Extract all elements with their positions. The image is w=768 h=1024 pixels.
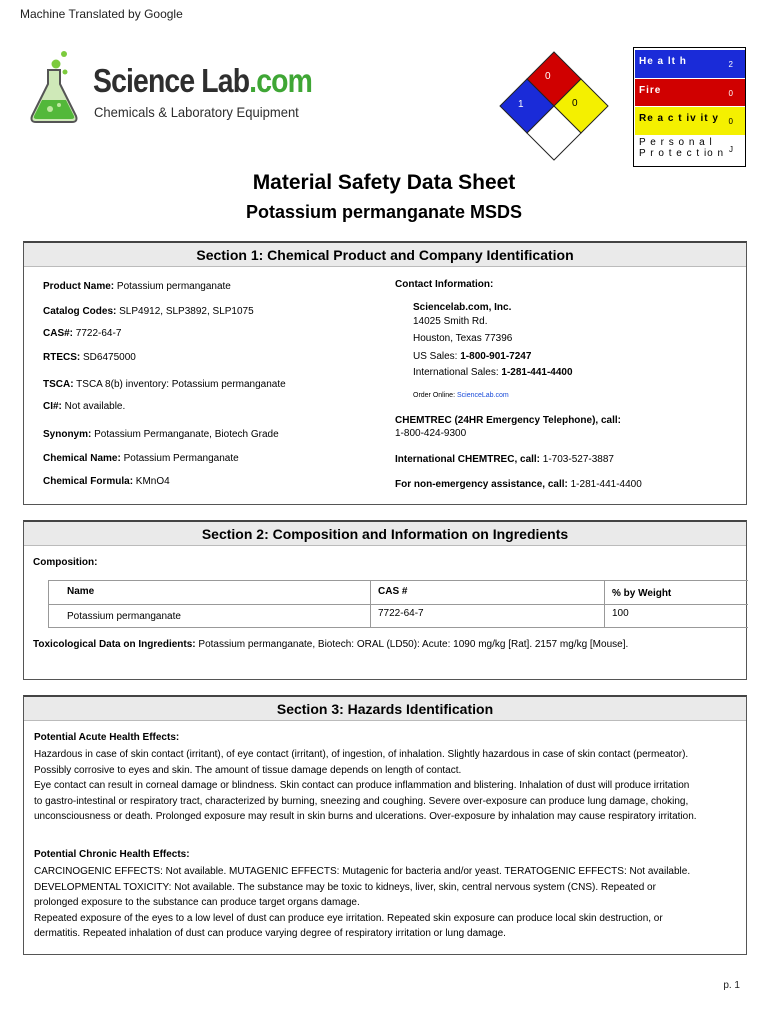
logo-tagline: Chemicals & Laboratory Equipment (94, 104, 299, 120)
rtecs-field (43, 352, 136, 363)
logo-brand-name (93, 62, 312, 100)
intl-chemtrec-phone: 1-703-527-3887 (540, 454, 614, 465)
international-sales-value: 1-281-441-4400 (501, 367, 573, 378)
tsca-value: TSCA 8(b) inventory: Potassium permanganate (73, 379, 286, 390)
synonym-value: Potassium Permanganate, Biotech Grade (91, 429, 279, 440)
hazard-reactivity-row (635, 107, 745, 135)
non-emergency-field (395, 479, 642, 490)
hazard-ppe-label-2: P r o t e c t io n (639, 148, 725, 159)
address-line-1: 14025 Smith Rd. (413, 316, 488, 327)
toxicological-data-label: Toxicological Data on Ingredients: (33, 639, 196, 650)
toxicological-data-value: Potassium permanganate, Biotech: ORAL (LD50): Acute: 1090 mg/kg [Rat]. 2157 mg/kg [Mouse]. (195, 639, 629, 650)
toxicological-data-field (33, 639, 628, 650)
composition-header-cas: CAS # (378, 586, 408, 597)
order-online-link[interactable]: ScienceLab.com (456, 392, 509, 399)
composition-table (48, 580, 748, 628)
chemical-name-field (43, 453, 239, 464)
hazard-rating-table (633, 47, 746, 167)
composition-label: Composition: (33, 557, 98, 568)
synonym-label: Synonym: (43, 429, 92, 440)
composition-cell-cas: 7722-64-7 (378, 608, 424, 619)
cas-label: CAS#: (43, 328, 74, 339)
intl-chemtrec-label: International CHEMTREC, call: (395, 454, 541, 465)
chronic-health-effects-text: CARCINOGENIC EFFECTS: Not available. MUTAGENIC EFFECTS: Mutagenic for bacteria and/or yeast. TERATOGENIC EFFECTS: Not available. DEVELOPMENTAL TOXICITY: Not available. The substance may be toxic to kidneys, liver, skin, central nervous system (CNS). Repeated or prolonged exposure to the substance can produce target organs damage. Repeated exposure of the eyes to a low level of dust can produce eye irritation. Repeated skin exposure can produce local skin destruction, or dermatitis. Repeated inhalation of dust can produce varying degree of respiratory irritation or lung damage. (34, 866, 691, 939)
non-emergency-phone: 1-281-441-4400 (567, 479, 642, 490)
hazard-ppe-value: J (729, 145, 733, 154)
us-sales-label: US Sales: (413, 351, 461, 362)
product-name-value: Potassium permanganate (114, 281, 231, 292)
tsca-field (43, 379, 286, 390)
composition-cell-weight: 100 (612, 608, 629, 619)
section-2-heading: Section 2: Composition and Information on Ingredients (24, 522, 746, 546)
ci-label: CI#: (43, 401, 62, 412)
ci-field (43, 401, 125, 412)
hazard-health-row (635, 50, 745, 78)
intl-chemtrec-field (395, 454, 614, 465)
chemical-name-value: Potassium Permanganate (120, 453, 239, 464)
international-sales-label: International Sales: (413, 367, 502, 378)
us-sales-field (413, 351, 531, 362)
chemical-formula-label: Chemical Formula: (43, 476, 134, 487)
document-title: Material Safety Data Sheet (252, 171, 516, 194)
chemical-formula-field (43, 476, 170, 487)
hazard-health-label: He a lt h (639, 56, 687, 67)
address-line-2: Houston, Texas 77396 (413, 333, 513, 344)
composition-header-name: Name (67, 586, 95, 597)
nfpa-reactivity-value: 0 (572, 98, 578, 109)
hazard-fire-value: 0 (728, 89, 733, 98)
rtecs-value: SD6475000 (80, 352, 136, 363)
tsca-label: TSCA: (43, 379, 74, 390)
cas-field (43, 328, 121, 339)
catalog-codes-value: SLP4912, SLP3892, SLP1075 (116, 306, 254, 317)
cas-value: 7722-64-7 (73, 328, 122, 339)
section-1 (23, 241, 747, 505)
page-number: p. 1 (723, 980, 740, 991)
chemical-formula-value: KMnO4 (133, 476, 170, 487)
hazard-health-value: 2 (728, 60, 733, 69)
hazard-reactivity-value: 0 (728, 117, 733, 126)
hazard-reactivity-label: Re a c t iv it y (639, 113, 719, 124)
order-online-label: Order Online: (413, 392, 457, 399)
chemtrec-label: CHEMTREC (24HR Emergency Telephone), call: (395, 415, 621, 426)
catalog-codes-label: Catalog Codes: (43, 306, 117, 317)
chemical-name-label: Chemical Name: (43, 453, 121, 464)
document-subtitle: Potassium permanganate MSDS (245, 202, 523, 222)
chemtrec-phone: 1-800-424-9300 (395, 428, 467, 439)
section-2 (23, 520, 747, 680)
rtecs-label: RTECS: (43, 352, 81, 363)
hazard-ppe-label-1: P e r s o n a l (639, 137, 713, 148)
machine-translated-note: Machine Translated by Google (20, 7, 183, 21)
acute-health-effects-label: Potential Acute Health Effects: (34, 732, 180, 743)
non-emergency-label: For non-emergency assistance, call: (395, 479, 568, 490)
hazard-fire-label: Fire (639, 85, 662, 96)
contact-information-label: Contact Information: (395, 279, 494, 290)
us-sales-value: 1-800-901-7247 (460, 351, 532, 362)
ci-value: Not available. (61, 401, 126, 412)
logo-brand-tld: .com (249, 62, 312, 99)
nfpa-diamond (499, 50, 609, 165)
catalog-codes-field (43, 306, 254, 317)
section-3-heading: Section 3: Hazards Identification (24, 697, 746, 721)
sciencelab-logo[interactable] (20, 48, 310, 128)
order-online-field (413, 392, 509, 399)
international-sales-field (413, 367, 573, 378)
product-name-field (43, 281, 231, 292)
section-1-heading: Section 1: Chemical Product and Company Identification (24, 243, 746, 267)
acute-health-effects-text: Hazardous in case of skin contact (irritant), of eye contact (irritant), of ingestion, of inhalation. Slightly hazardous in case of skin contact (permeator). Possibly corrosive to eyes and skin. The amount of tissue damage depends on length of contact. Eye contact can result in corneal damage or blindness. Skin contact can produce inflammation and blistering. Inhalation of dust will produce irritation to gastro-intestinal or respiratory tract, characterized by burning, sneezing and coughing. Severe over-exposure can produce lung damage, choking, unconsciousness or death. Prolonged exposure may result in skin burns and ulcerations. Over-exposure by inhalation may cause respiratory irritation. (34, 749, 697, 822)
hazard-ppe-row (635, 136, 745, 166)
composition-header-weight: % by Weight (612, 588, 672, 599)
flask-icon (20, 48, 92, 126)
synonym-field (43, 429, 279, 440)
nfpa-health-value: 1 (518, 99, 524, 110)
composition-cell-name: Potassium permanganate (67, 611, 181, 622)
section-3 (23, 695, 747, 955)
nfpa-diamond-graphic (499, 50, 609, 165)
product-name-label: Product Name: (43, 281, 115, 292)
company-name: Sciencelab.com, Inc. (413, 302, 512, 313)
nfpa-fire-value: 0 (545, 71, 551, 82)
chronic-health-effects-label: Potential Chronic Health Effects: (34, 849, 190, 860)
hazard-fire-row (635, 79, 745, 106)
logo-brand-main: Science Lab (93, 62, 250, 99)
